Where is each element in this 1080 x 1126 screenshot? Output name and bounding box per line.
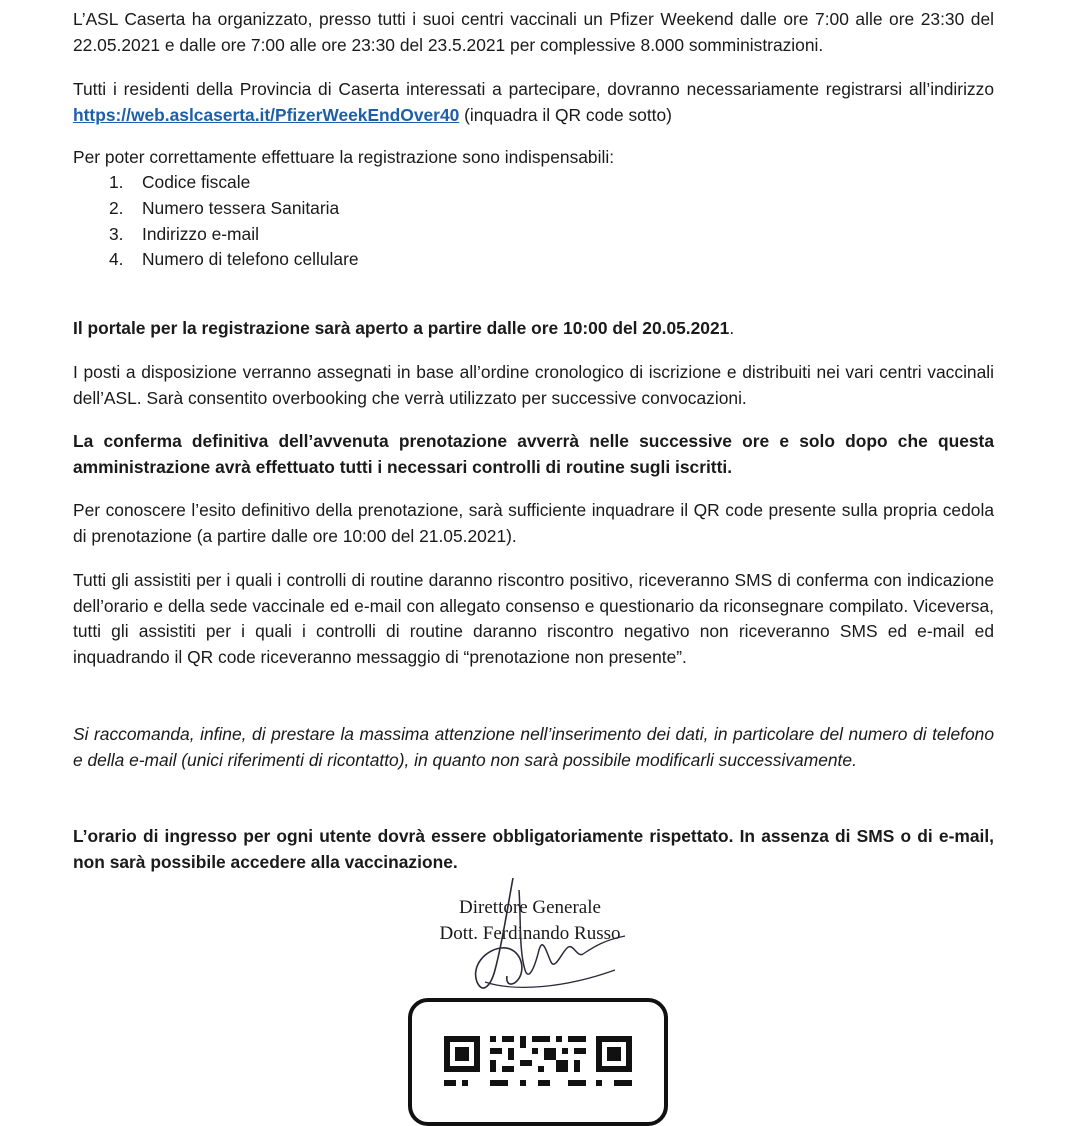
list-item xyxy=(109,196,359,222)
list-item-number: 2. xyxy=(109,197,124,218)
list-item xyxy=(109,222,359,248)
paragraph-sms-notification: Tutti gli assistiti per i quali i controlli di routine daranno riscontro positivo, riceveranno SMS di conferma con indicazione dell’orario e della sede vaccinale ed e-mail con allegato consenso e questionario da riconsegnare compilato. Viceversa, tutti gli assistiti per i quali i controlli di routine daranno riscontro negativo non riceveranno SMS ed e-mail ed inquadrando il QR code riceveranno messaggio di “prenotazione non presente”. xyxy=(73,570,994,667)
signature-name: Dott. Ferdinando Russo xyxy=(439,923,621,944)
qr-hint-text: (inquadra il QR code sotto) xyxy=(459,104,672,125)
registration-text: Tutti i residenti della Provincia di Caserta interessati a partecipare, dovranno necessariamente registrarsi all’indirizzo xyxy=(73,79,994,99)
registration-link[interactable]: https://web.aslcaserta.it/PfizerWeekEndOver40 xyxy=(73,104,460,125)
paragraph-data-recommendation: Si raccomanda, infine, di prestare la massima attenzione nell’inserimento dei dati, in particolare del numero di telefono e della e-mail (unici riferimenti di ricontatto), in quanto non sarà possibile modificarli successivamente. xyxy=(73,724,994,770)
list-item-number: 4. xyxy=(109,249,124,270)
portal-opening-period: . xyxy=(729,318,735,338)
requirements-list xyxy=(109,170,359,273)
paragraph-pfizer-weekend: L’ASL Caserta ha organizzato, presso tutti i suoi centri vaccinali un Pfizer Weekend dalle ore 7:00 alle ore 23:30 del 22.05.2021 e dalle ore 7:00 alle ore 23:30 del 23.5.2021 per complessive 8.000 somministrazioni. xyxy=(73,9,994,55)
paragraph-portal-opening xyxy=(73,316,994,342)
paragraph-requirements-intro: Per poter correttamente effettuare la registrazione sono indispensabili: xyxy=(73,147,615,167)
list-item xyxy=(109,247,359,273)
qr-code-frame[interactable] xyxy=(408,998,668,1126)
signature-block xyxy=(410,895,650,947)
paragraph-booking-outcome: Per conoscere l’esito definitivo della prenotazione, sarà sufficiente inquadrare il QR code presente sulla propria cedola di prenotazione (a partire dalle ore 10:00 del 21.05.2021). xyxy=(73,500,994,546)
list-item-number: 1. xyxy=(109,172,124,192)
qr-code-icon[interactable] xyxy=(440,1028,636,1098)
list-item-text: Numero tessera Sanitaria xyxy=(142,197,340,218)
signature-title: Direttore Generale xyxy=(459,897,601,918)
list-item-text: Codice fiscale xyxy=(142,172,251,192)
portal-opening-bold: Il portale per la registrazione sarà aperto a partire dalle ore 10:00 del 20.05.2021 xyxy=(73,318,730,338)
paragraph-registration-address xyxy=(73,77,994,128)
list-item xyxy=(109,170,359,196)
paragraph-final-confirmation: La conferma definitiva dell’avvenuta prenotazione avverrà nelle successive ore e solo dopo che questa amministrazione avrà effettuato tutti i necessari controlli di routine sugli iscritti. xyxy=(73,431,994,477)
list-item-text: Indirizzo e-mail xyxy=(142,223,259,244)
paragraph-entry-time: L’orario di ingresso per ogni utente dovrà essere obbligatoriamente rispettato. In assenza di SMS o di e-mail, non sarà possibile accedere alla vaccinazione. xyxy=(73,826,994,872)
paragraph-seat-allocation: I posti a disposizione verranno assegnati in base all’ordine cronologico di iscrizione e distribuiti nei vari centri vaccinali dell’ASL. Sarà consentito overbooking che verrà utilizzato per successive convocazioni. xyxy=(73,362,994,408)
list-item-number: 3. xyxy=(109,223,124,244)
list-item-text: Numero di telefono cellulare xyxy=(142,249,359,270)
